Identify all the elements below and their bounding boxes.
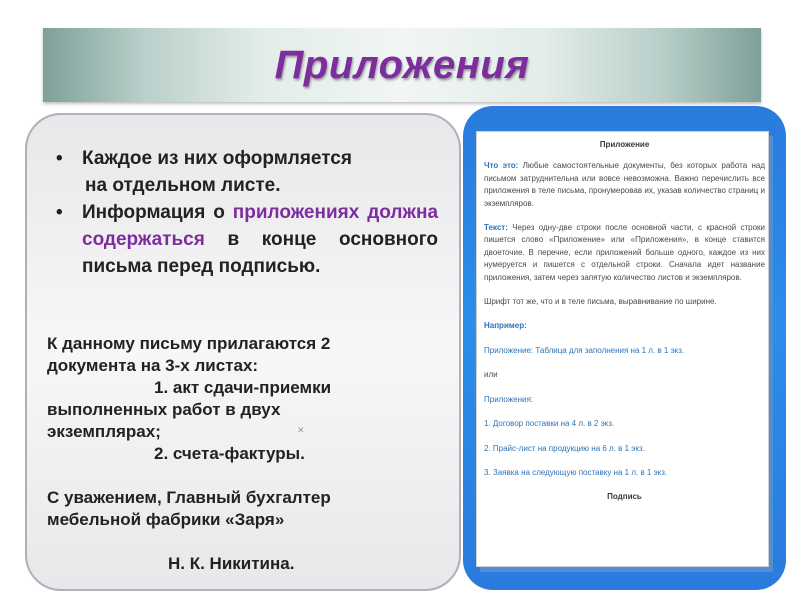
doc-label: Текст: [484,223,508,233]
bullet-text-end: в конце основного письма перед подписью. [82,229,438,277]
letter-line: 2. счета-фактуры. [154,444,305,463]
doc-text: Любые самостоятельные документы, без которых работа над письмом затруднительна или вовсе невозможна. Важно перечислить все приложения в теле письма, пронумеровав их, указав количество страниц и экземпляров. [484,161,766,208]
bullet-text-continuation: на отдельном листе. [85,175,281,196]
letter-line: экземплярах; [47,422,161,441]
doc-title: Приложение [599,140,650,149]
letter-line: документа на 3-х листах: [47,356,259,375]
doc-example-label: Например: [484,321,527,331]
doc-font-note: Шрифт тот же, что и в теле письма, выравнивание по ширине. [484,297,717,307]
letter-spacer [47,465,447,487]
doc-text-paragraph [484,222,765,284]
letter-line: 1. акт сдачи-приемки [154,378,332,397]
letter-closing: мебельной фабрики «Заря» [47,510,285,529]
doc-signature-heading: Подпись [607,492,642,502]
doc-list-item: 1. Договор поставки на 4 л. в 2 экз. [484,419,615,429]
letter-signature: Н. К. Никитина. [168,554,295,573]
title-banner [43,28,761,102]
doc-label: Что это: [484,161,519,171]
bullet-dot-icon: • [56,148,63,169]
document-page [476,131,769,567]
bullet-text: Информация о [82,202,233,223]
bullet-list [50,145,438,280]
bullet-item [50,145,438,199]
doc-text: Через одну-две строки после основной части, с красной строки пишется слово «Приложение» или «Приложения», в конце ставится двоеточие. В перечне, если приложений больше одного, каждое из них нумеруется и пишется с отдельной строки. Сначала идет название приложения, затем через запятую количество листов и экземпляров. [484,223,765,282]
letter-closing: С уважением, Главный бухгалтер [47,488,331,507]
doc-list-item: 3. Заявка на следующую поставку на 1 л. в 1 экз. [484,467,668,477]
bullet-dot-icon: • [56,202,63,223]
doc-plural-label: Приложения: [484,394,534,404]
doc-what-paragraph [484,160,765,210]
doc-list-item: 2. Прайс-лист на продукцию на 6 л. в 1 экз. [484,443,645,453]
doc-example-single: Приложение: Таблица для заполнения на 1 л. в 1 экз. [484,345,685,355]
letter-spacer [47,531,447,553]
letter-example [47,333,447,575]
left-content-panel [25,113,461,591]
doc-or: или [484,370,498,380]
small-mark-icon: ✕ [297,425,305,435]
letter-line: выполненных работ в двух [47,400,281,419]
bullet-text: Каждое из них оформляется [82,148,352,169]
page-title: Приложения [274,42,530,87]
letter-line: К данному письму прилагаются 2 [47,334,331,353]
highlighted-text: приложениях должна содержаться [82,202,439,250]
bullet-item [50,199,438,280]
